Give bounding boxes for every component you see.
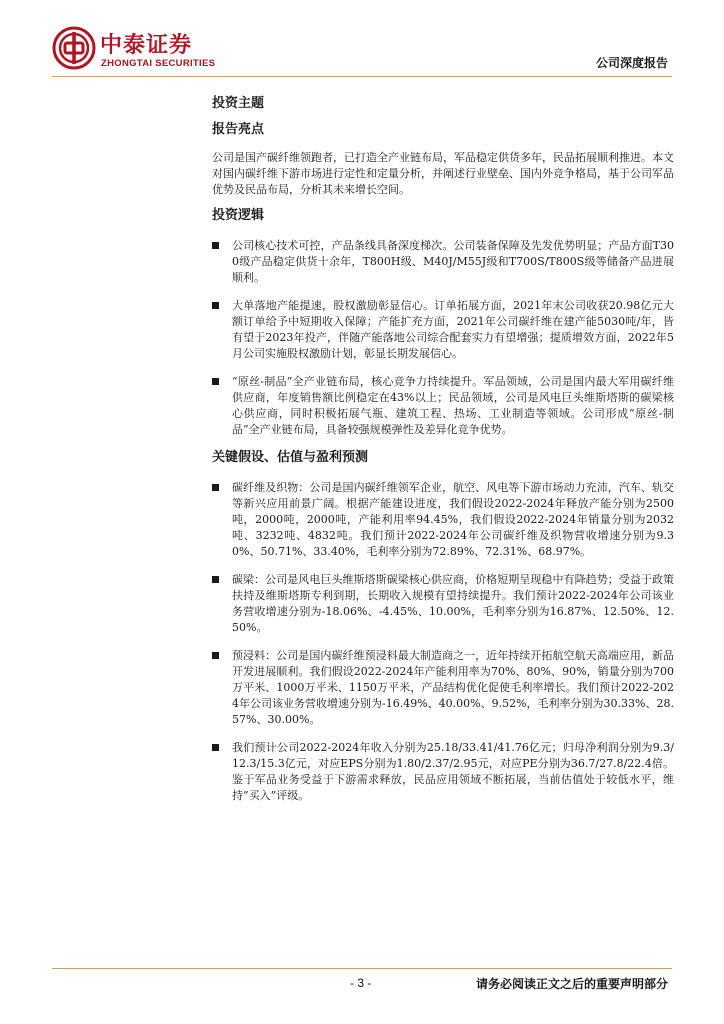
bullet-square-icon bbox=[212, 576, 219, 583]
bullet-square-icon bbox=[212, 744, 219, 751]
zhongtai-logo-icon bbox=[52, 26, 96, 70]
bullet-text: 我们预计公司2022-2024年收入分别为25.18/33.41/41.76亿元；归母净利润分别为9.3/12.3/15.3亿元，对应EPS分别为1.80/2.37/2.95元，对应PE分别为36.7/27.8/22.4倍。鉴于军品业务受益于下游需求释放，民品应用领域不断拓展，当前估值处于较低水平，维持“买入”评级。 bbox=[232, 741, 674, 802]
report-type-label: 公司深度报告 bbox=[595, 56, 668, 70]
brand-name-cn: 中泰证券 bbox=[100, 33, 193, 58]
disclaimer-note: 请务必阅读正文之后的重要声明部分 bbox=[475, 977, 668, 991]
highlights-paragraph: 公司是国产碳纤维领跑者，已打造全产业链布局，军品稳定供货多年，民品拓展顺利推进。本文对国内碳纤维下游市场进行定性和定量分析，并阐述行业壁垒、国内外竞争格局，基于公司军品优势及民品布局，分析其未来增长空间。 bbox=[212, 151, 674, 196]
bullet-text: 碳梁：公司是风电巨头维斯塔斯碳梁核心供应商，价格短期呈现稳中有降趋势；受益于政策扶持及维斯塔斯专利到期，长期收入规模有望持续提升。我们预计2022-2024年公司该业务营收增速分别为-18.06%、-4.45%、10.00%，毛利率分别为16.87%、12.50%、12.50%。 bbox=[232, 573, 674, 634]
bullet-text: 碳纤维及织物：公司是国内碳纤维领军企业，航空、风电等下游市场动力充沛，汽车、轨交等新兴应用前景广阔。根据产能建设进度，我们假设2022-2024年释放产能分别为2500吨，2000吨，2000吨，产能利用率94.45%，我们假设2022-2024年销量分别为2032吨、3232吨、4832吨。我们预计2022-2024年公司碳纤维及织物营收增速分别为9.30%、50.71%、33.40%，毛利率分别为72.89%、72.31%、68.97%。 bbox=[232, 481, 674, 558]
page-title: 投资主题 bbox=[212, 96, 265, 111]
list-item bbox=[212, 374, 674, 438]
brand-name-en: ZHONGTAI SECURITIES bbox=[101, 58, 216, 69]
list-item bbox=[212, 648, 674, 728]
highlights-heading: 报告亮点 bbox=[212, 122, 265, 137]
bullet-square-icon bbox=[212, 302, 219, 309]
bullet-square-icon bbox=[212, 378, 219, 385]
list-item bbox=[212, 480, 674, 560]
bullet-text: “原丝-制品”全产业链布局，核心竞争力持续提升。军品领域，公司是国内最大军用碳纤维供应商，年度销售额比例稳定在43%以上；民品领域，公司是风电巨头维斯塔斯的碳梁核心供应商，同时积极拓展气瓶、建筑工程、热场、工业制造等领域。公司形成“原丝-制品”全产业链布局，具备较强规模弹性及差异化竞争优势。 bbox=[232, 375, 674, 436]
forecast-list bbox=[212, 480, 674, 804]
logic-list bbox=[212, 238, 674, 438]
list-item bbox=[212, 238, 674, 286]
header-divider bbox=[52, 76, 672, 77]
bullet-text: 公司核心技术可控，产品条线具备深度梯次。公司装备保障及先发优势明显；产品方面T300级产品稳定供货十余年，T800H级、M40J/M55J级和T700S/T800S级等储备产品进展顺利。 bbox=[232, 239, 674, 284]
bullet-square-icon bbox=[212, 484, 219, 491]
list-item bbox=[212, 572, 674, 636]
footer-divider bbox=[52, 968, 672, 969]
main-content bbox=[212, 92, 674, 804]
forecast-heading: 关键假设、估值与盈利预测 bbox=[212, 450, 369, 465]
bullet-square-icon bbox=[212, 242, 219, 249]
page-number: - 3 - bbox=[350, 976, 372, 990]
list-item bbox=[212, 740, 674, 804]
list-item bbox=[212, 298, 674, 362]
logic-heading: 投资逻辑 bbox=[212, 208, 265, 223]
bullet-square-icon bbox=[212, 652, 219, 659]
bullet-text: 预浸料：公司是国内碳纤维预浸料最大制造商之一，近年持续开拓航空航天高端应用，新品开发进展顺利。我们假设2022-2024年产能利用率为70%、80%、90%，销量分别为700万平米、1000万平米、1150万平米，产品结构优化促使毛利率增长。我们预计2022-2024年公司该业务营收增速分别为-16.49%、40.00%、9.52%，毛利率分别为30.33%、28.57%、30.00%。 bbox=[232, 649, 674, 726]
page-header bbox=[0, 0, 724, 80]
bullet-text: 大单落地产能提速，股权激励彰显信心。订单拓展方面，2021年末公司收获20.98亿元大额订单给予中短期收入保障；产能扩充方面，2021年公司碳纤维在建产能5030吨/年，皆有望于2023年投产，伴随产能落地公司综合配套实力有望增强；提质增效方面，2022年5月公司实施股权激励计划，彰显长期发展信心。 bbox=[232, 299, 674, 360]
